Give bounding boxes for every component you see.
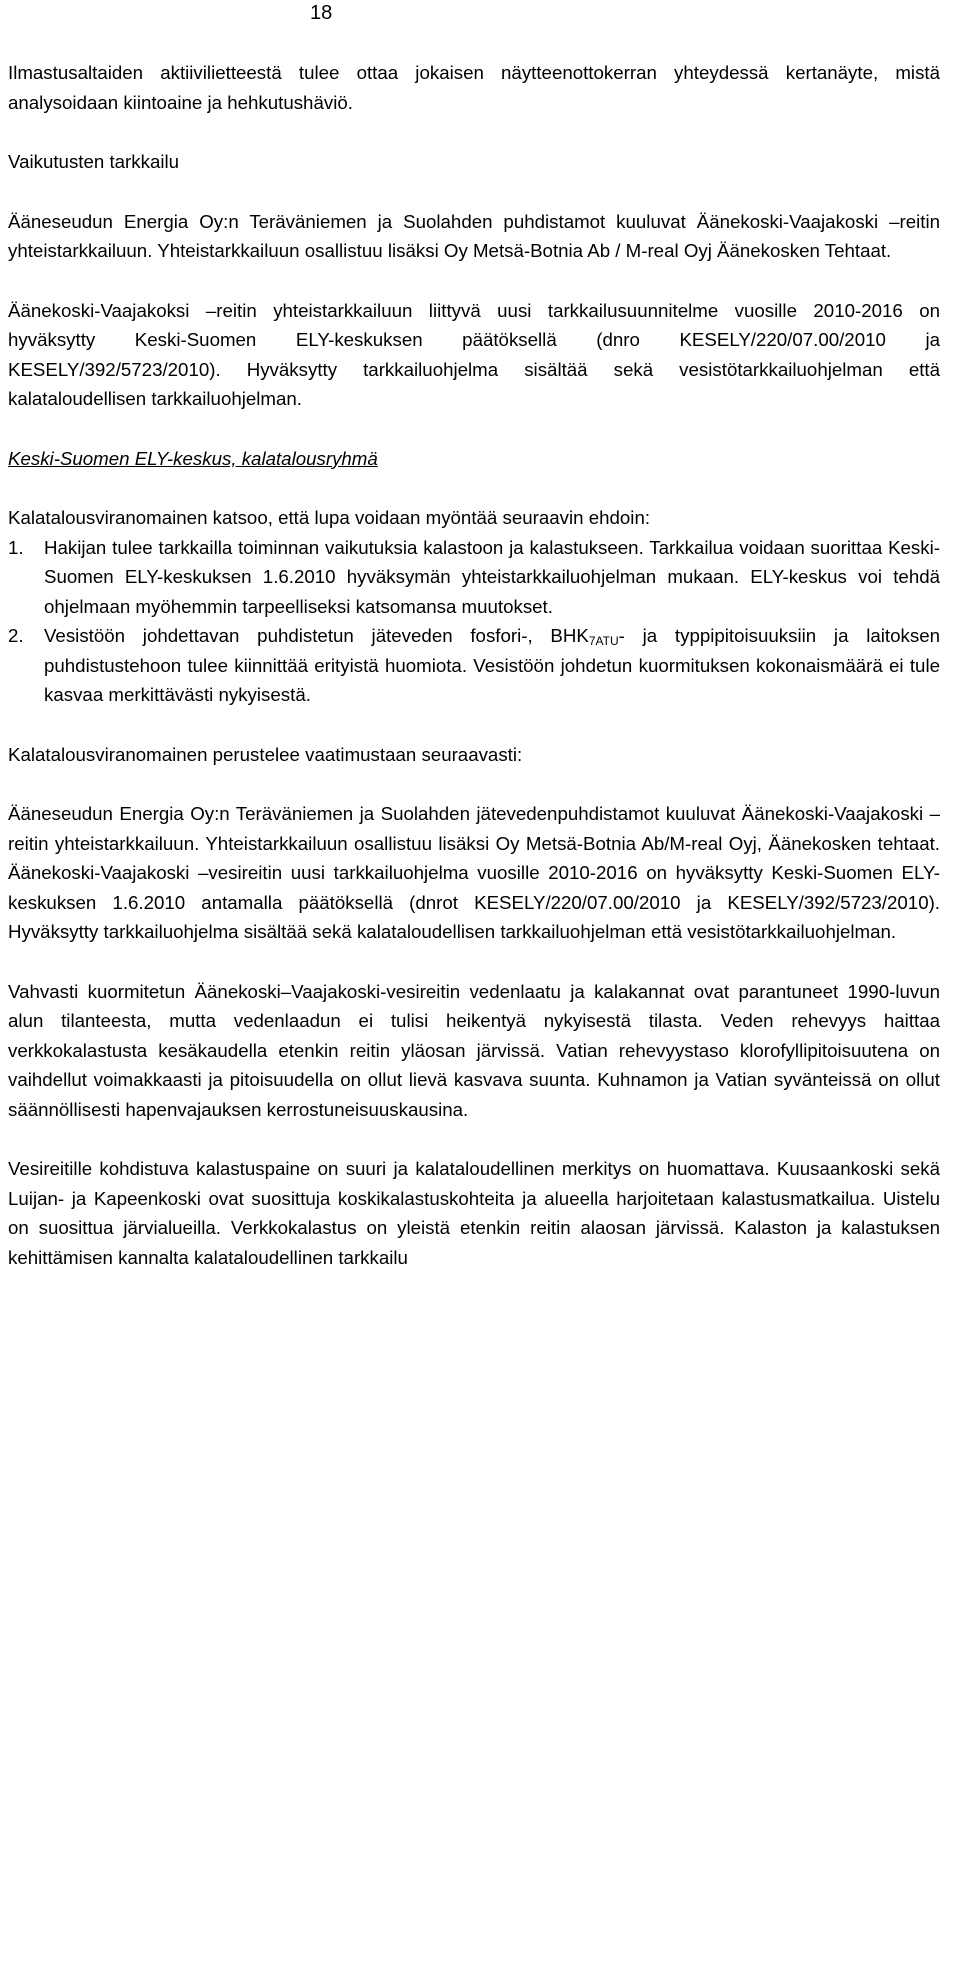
paragraph-conditions-intro: Kalatalousviranomainen katsoo, että lupa voidaan myöntää seuraavin ehdoin: — [8, 507, 651, 528]
section-title-impact-monitoring: Vaikutusten tarkkailu — [8, 151, 180, 172]
paragraph-justification-intro: Kalatalousviranomainen perustelee vaatimustaan seuraavasti: — [8, 743, 523, 765]
heading-ely-fisheries: Keski-Suomen ELY-keskus, kalatalousryhmä — [8, 447, 378, 469]
paragraph-justification-3: Vesireitille kohdistuva kalastuspaine on suuri ja kalataloudellinen merkitys on huomattava. Kuusaankoski sekä Luijan- ja Kapeenkoski ovat suosittuja koskikalastuskohteita ja alueella harjoitetaan kalastusmatkailua. Uistelu on suosittua järvialueilla. Verkkokalastus on yleistä etenkin reitin alaosan järvissä. Kalaston ja kalastuksen kehittämisen kannalta kalataloudellinen tarkkailu — [8, 1158, 940, 1268]
list-item-text — [44, 625, 940, 705]
list-item-text-part: - ja typpipitoisuuksiin ja laitoksen puhdistustehoon tulee kiinnittää erityistä huomiota. Vesistöön johdetun kuormituksen kokonaismäärä ei tule kasvaa merkittävästi nykyisestä. — [44, 625, 940, 705]
list-item-number: 1. — [8, 536, 24, 558]
paragraph-justification-1: Ääneseudun Energia Oy:n Teräväniemen ja Suolahden jätevedenpuhdistamot kuuluvat Äänekoski-Vaajakoski –reitin yhteistarkkailuun. Yhteistarkkailuun osallistuu lisäksi Oy Metsä-Botnia Ab/M-real Oyj, Äänekosken tehtaat. Äänekoski-Vaajakoski –vesireitin uusi tarkkailuohjelma vuosille 2010-2016 on hyväksytty Keski-Suomen ELY-keskuksen 1.6.2010 antamalla päätöksellä (dnrot KESELY/220/07.00/2010 ja KESELY/392/5723/2010). Hyväksytty tarkkailuohjelma sisältää sekä kalataloudellisen tarkkailuohjelman että vesistötarkkailuohjelman. — [8, 803, 940, 942]
paragraph-monitoring-plan: Äänekoski-Vaajakoksi –reitin yhteistarkkailuun liittyvä uusi tarkkailusuunnitelme vuosille 2010-2016 on hyväksytty Keski-Suomen ELY-keskuksen päätöksellä (dnro KESELY/220/07.00/2010 ja KESELY/392/5723/2010). Hyväksytty tarkkailuohjelma sisältää sekä vesistötarkkailuohjelman että kalataloudellisen tarkkailuohjelman. — [8, 299, 940, 409]
paragraph-joint-monitoring: Ääneseudun Energia Oy:n Teräväniemen ja Suolahden puhdistamot kuuluvat Äänekoski-Vaajakoski –reitin yhteistarkkailuun. Yhteistarkkailuun osallistuu lisäksi Oy Metsä-Botnia Ab / M-real Oyj Äänekosken Tehtaat. — [8, 210, 940, 261]
document-body — [8, 58, 940, 1272]
list-item — [8, 621, 940, 710]
list-item-number: 2. — [8, 625, 24, 646]
conditions-list — [8, 533, 940, 710]
subscript-bod: 7ATU — [588, 634, 619, 648]
page-number: 18 — [310, 2, 333, 24]
list-item-text-part: Vesistöön johdettavan puhdistetun jäteveden fosfori-, BHK — [44, 625, 589, 646]
list-item-text: Hakijan tulee tarkkailla toiminnan vaikutuksia kalastoon ja kalastukseen. Tarkkailua voidaan suorittaa Keski-Suomen ELY-keskuksen 1.6.2010 hyväksymän yhteistarkkailuohjelman mukaan. ELY-keskus voi tehdä ohjelmaan myöhemmin tarpeelliseksi katsomansa muutokset. — [44, 536, 940, 617]
paragraph-justification-2: Vahvasti kuormitetun Äänekoski–Vaajakoski-vesireitin vedenlaatu ja kalakannat ovat parantuneet 1990-luvun alun tilanteesta, mutta vedenlaadun ei tulisi heikentyä nykyisestä tilasta. Veden rehevyys haittaa verkkokalastusta kesäkaudella etenkin reitin yläosan järvissä. Vatian rehevyystaso klorofyllipitoisuutena on vaihdellut voimakkaasti ja pitoisuudella on ollut lievä kasvava suunta. Kuhnamon ja Vatian syvänteissä on ollut säännöllisesti hapenvajauksen kerrostuneisuuskausina. — [8, 980, 940, 1120]
paragraph-activated-sludge: Ilmastusaltaiden aktiivilietteestä tulee ottaa jokaisen näytteenottokerran yhteydessä kertanäyte, mistä analysoidaan kiintoaine ja hehkutushäviö. — [8, 62, 940, 113]
list-item — [8, 533, 940, 622]
